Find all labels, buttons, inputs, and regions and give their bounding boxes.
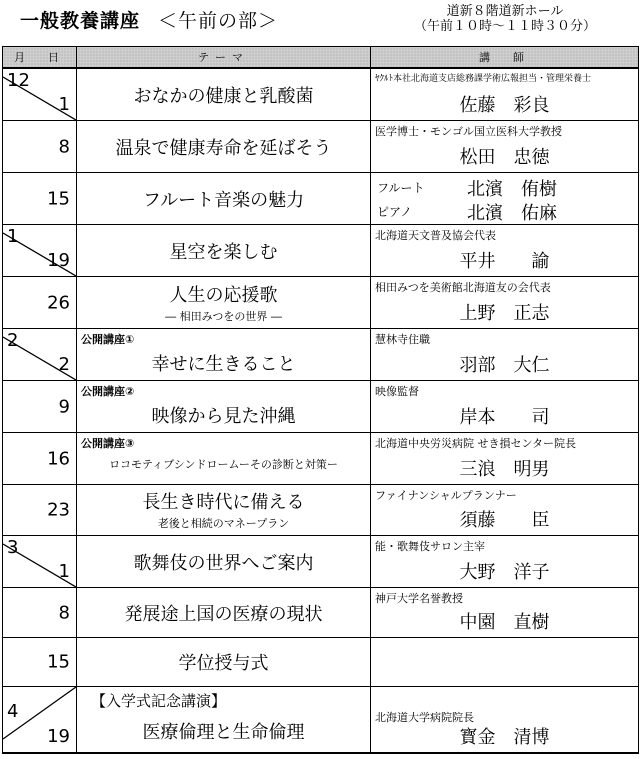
instrument-label: フルート [377, 181, 425, 195]
lecturer-affiliation: ﾔｸﾙﾄ本社北海道支店総務課学術広報担当・管理栄養士 [375, 74, 592, 84]
public-lecture-tag: 公開講座③ [81, 437, 135, 450]
instrument-label: ピアノ [377, 205, 413, 219]
table-row [3, 433, 639, 485]
lecturer-affiliation: 相田みつを美術館北海道友の会代表 [375, 281, 551, 294]
lecturer-name: 羽部 大仁 [459, 355, 550, 376]
column-header-date: 月 日 [3, 47, 77, 69]
lecturer-cell [371, 225, 639, 277]
day-number: 26 [47, 292, 70, 313]
lecture-subtitle: ― 相田みつをの世界 ― [165, 310, 282, 323]
table-row [3, 638, 639, 687]
day-number: 8 [58, 136, 70, 157]
lecturer-name: 寳金 清博 [459, 727, 550, 748]
theme-cell [77, 381, 371, 433]
lecture-theme: 人生の応援歌 [169, 285, 278, 306]
theme-cell [77, 536, 371, 588]
date-cell [3, 485, 77, 536]
month-number: 1 [7, 226, 19, 247]
lecture-theme: 長生き時代に備える [142, 492, 305, 513]
table-row [3, 687, 639, 754]
month-number: 2 [7, 330, 19, 351]
lecture-theme: 歌舞伎の世界へご案内 [133, 552, 314, 574]
lecture-theme: フルート音楽の魅力 [142, 189, 305, 211]
lecture-theme: 発展途上国の医療の現状 [124, 603, 323, 625]
lecture-theme: ロコモティブシンドロームーその診断と対策ー [109, 458, 338, 471]
table-row [3, 68, 639, 121]
theme-cell [77, 588, 371, 638]
table-row [3, 381, 639, 433]
lecturer-affiliation: 能・歌舞伎サロン主宰 [375, 540, 485, 553]
lecturer-affiliation: 北海道中央労災病院 せき損センター院長 [375, 437, 577, 450]
venue-info [380, 4, 630, 34]
date-cell [3, 638, 77, 687]
lecturer-cell [371, 381, 639, 433]
day-number: 1 [58, 94, 70, 115]
lecturer-affiliation: 神戸大学名誉教授 [375, 592, 463, 605]
page-title [20, 6, 278, 33]
lecturer-affiliation: 慧林寺住職 [375, 333, 430, 346]
lecturer-name: 北濱 佑麻 [467, 203, 557, 224]
lecturer-affiliation: 医学博士・モンゴル国立医科大学教授 [375, 125, 562, 138]
theme-cell [77, 225, 371, 277]
lecture-theme: 学位授与式 [178, 653, 269, 674]
date-cell [3, 588, 77, 638]
lecturer-affiliation: 映像監督 [375, 385, 419, 398]
lecturer-cell [371, 433, 639, 485]
lecturer-cell [371, 638, 639, 687]
schedule-table [2, 46, 639, 754]
date-cell [3, 329, 77, 381]
table-row [3, 225, 639, 277]
lecturer-cell [371, 68, 639, 121]
lecture-theme: おなかの健康と乳酸菌 [133, 85, 314, 107]
public-lecture-tag: 公開講座① [81, 333, 135, 346]
lecturer-affiliation: 北海道天文普及協会代表 [375, 229, 496, 242]
lecture-theme: 温泉で健康寿命を延ばそう [115, 137, 332, 159]
day-number: 9 [58, 396, 70, 417]
lecturer-name: 須藤 臣 [459, 510, 550, 531]
lecture-subtitle: 老後と相続のマネープラン [157, 517, 290, 530]
theme-cell [77, 638, 371, 687]
lecturer-cell [371, 121, 639, 173]
lecture-theme: 医療倫理と生命倫理 [142, 722, 305, 743]
lecturer-cell [371, 329, 639, 381]
lecturer-cell [371, 588, 639, 638]
table-row [3, 536, 639, 588]
lecturer-name: 大野 洋子 [459, 562, 550, 583]
day-number: 2 [58, 354, 70, 375]
lecturer-cell [371, 485, 639, 536]
lecturer-affiliation: 北海道大学病院院長 [375, 711, 474, 724]
lecturer-name: 佐藤 彩良 [459, 95, 550, 116]
lecturer-cell [371, 536, 639, 588]
day-number: 23 [47, 499, 70, 521]
date-cell [3, 687, 77, 754]
month-number: 4 [7, 701, 19, 722]
theme-cell [77, 68, 371, 121]
commemorative-lecture-tag: 【入学式記念講演】 [91, 692, 227, 710]
column-header-theme: テーマ [77, 47, 371, 69]
public-lecture-tag: 公開講座② [81, 385, 135, 398]
day-number: 15 [47, 651, 70, 673]
table-header-row [3, 47, 639, 69]
table-row [3, 173, 639, 225]
lecturer-name: 上野 正志 [459, 303, 550, 324]
day-number: 1 [58, 561, 70, 582]
theme-cell [77, 277, 371, 329]
lecturer-name: 三浪 明男 [459, 459, 550, 480]
table-row [3, 277, 639, 329]
lecturer-cell [371, 173, 639, 225]
course-title: 一般教養講座 [20, 10, 141, 32]
lecturer-affiliation: ファイナンシャルプランナー [375, 489, 517, 502]
day-number: 19 [47, 726, 70, 747]
lecturer-name: 松田 忠徳 [459, 147, 550, 168]
lecturer-name: 中園 直樹 [459, 612, 550, 633]
date-cell [3, 68, 77, 121]
theme-cell [77, 485, 371, 536]
lecturer-cell [371, 687, 639, 754]
date-cell [3, 381, 77, 433]
theme-cell [77, 173, 371, 225]
lecturer-cell [371, 277, 639, 329]
date-cell [3, 225, 77, 277]
day-number: 19 [47, 250, 70, 271]
month-number: 3 [7, 537, 19, 558]
session-label: ＜午前の部＞ [158, 10, 279, 32]
table-row [3, 588, 639, 638]
column-header-lecturer: 講 師 [371, 47, 639, 69]
venue-name: 道新８階道新ホール [446, 4, 564, 19]
table-row [3, 329, 639, 381]
table-row [3, 121, 639, 173]
theme-cell [77, 433, 371, 485]
table-row [3, 485, 639, 536]
venue-time: （午前１０時～１１時３０分） [413, 19, 596, 34]
date-cell [3, 536, 77, 588]
lecture-theme: 幸せに生きること [151, 354, 296, 375]
lecturer-name: 平井 諭 [459, 251, 550, 272]
date-cell [3, 121, 77, 173]
day-number: 15 [47, 188, 70, 209]
lecturer-name: 北濱 侑樹 [467, 179, 557, 200]
day-number: 16 [47, 448, 70, 469]
date-cell [3, 433, 77, 485]
date-cell [3, 277, 77, 329]
theme-cell [77, 329, 371, 381]
lecture-theme: 星空を楽しむ [169, 241, 278, 263]
month-number: 12 [7, 70, 30, 91]
day-number: 8 [58, 602, 70, 623]
theme-cell [77, 121, 371, 173]
theme-cell [77, 687, 371, 754]
date-cell [3, 173, 77, 225]
lecturer-name: 岸本 司 [459, 407, 550, 428]
lecture-theme: 映像から見た沖縄 [151, 406, 296, 427]
